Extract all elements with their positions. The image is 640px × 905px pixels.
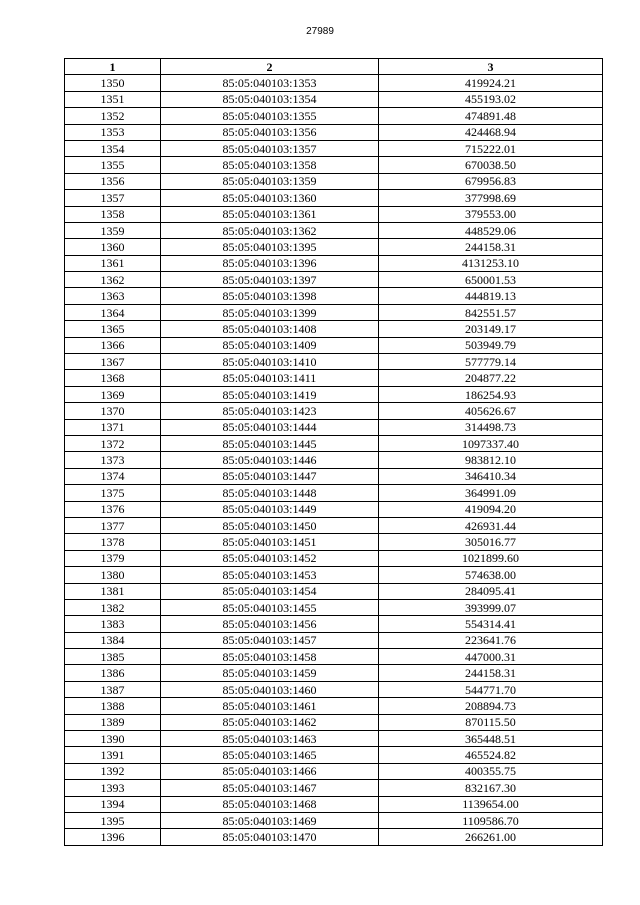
table-row: [65, 304, 603, 320]
data-table: [64, 58, 603, 846]
table-row: [65, 567, 603, 583]
row-number-cell: 1369: [65, 386, 161, 402]
row-number-cell: 1359: [65, 222, 161, 238]
row-number-cell: 1378: [65, 534, 161, 550]
value-cell: 203149.17: [379, 321, 603, 337]
table-row: [65, 534, 603, 550]
value-cell: 364991.09: [379, 485, 603, 501]
row-number-cell: 1379: [65, 550, 161, 566]
row-number-cell: 1368: [65, 370, 161, 386]
table-row: [65, 321, 603, 337]
value-cell: 715222.01: [379, 140, 603, 156]
value-cell: 314498.73: [379, 419, 603, 435]
row-number-cell: 1391: [65, 747, 161, 763]
value-cell: 870115.50: [379, 714, 603, 730]
row-number-cell: 1351: [65, 91, 161, 107]
column-header: 2: [161, 59, 379, 75]
cadastral-number-cell: 85:05:040103:1362: [161, 222, 379, 238]
table-row: [65, 91, 603, 107]
row-number-cell: 1390: [65, 731, 161, 747]
row-number-cell: 1360: [65, 239, 161, 255]
cadastral-number-cell: 85:05:040103:1361: [161, 206, 379, 222]
cadastral-number-cell: 85:05:040103:1447: [161, 468, 379, 484]
row-number-cell: 1366: [65, 337, 161, 353]
table-row: [65, 452, 603, 468]
row-number-cell: 1374: [65, 468, 161, 484]
cadastral-number-cell: 85:05:040103:1395: [161, 239, 379, 255]
row-number-cell: 1350: [65, 75, 161, 91]
value-cell: 679956.83: [379, 173, 603, 189]
cadastral-number-cell: 85:05:040103:1465: [161, 747, 379, 763]
cadastral-number-cell: 85:05:040103:1459: [161, 665, 379, 681]
table-body: [65, 75, 603, 845]
row-number-cell: 1394: [65, 796, 161, 812]
table-row: [65, 665, 603, 681]
value-cell: 1139654.00: [379, 796, 603, 812]
cadastral-number-cell: 85:05:040103:1458: [161, 649, 379, 665]
value-cell: 842551.57: [379, 304, 603, 320]
value-cell: 266261.00: [379, 829, 603, 845]
cadastral-number-cell: 85:05:040103:1467: [161, 780, 379, 796]
cadastral-number-cell: 85:05:040103:1398: [161, 288, 379, 304]
value-cell: 305016.77: [379, 534, 603, 550]
value-cell: 444819.13: [379, 288, 603, 304]
table-row: [65, 632, 603, 648]
table-row: [65, 616, 603, 632]
table-row: [65, 222, 603, 238]
cadastral-number-cell: 85:05:040103:1358: [161, 157, 379, 173]
column-header: 3: [379, 59, 603, 75]
cadastral-number-cell: 85:05:040103:1353: [161, 75, 379, 91]
cadastral-number-cell: 85:05:040103:1452: [161, 550, 379, 566]
cadastral-number-cell: 85:05:040103:1444: [161, 419, 379, 435]
cadastral-number-cell: 85:05:040103:1397: [161, 272, 379, 288]
table-row: [65, 517, 603, 533]
row-number-cell: 1364: [65, 304, 161, 320]
table-row: [65, 796, 603, 812]
cadastral-number-cell: 85:05:040103:1360: [161, 190, 379, 206]
cadastral-number-cell: 85:05:040103:1355: [161, 108, 379, 124]
table-row: [65, 501, 603, 517]
row-number-cell: 1371: [65, 419, 161, 435]
table-row: [65, 239, 603, 255]
cadastral-number-cell: 85:05:040103:1411: [161, 370, 379, 386]
table-row: [65, 124, 603, 140]
value-cell: 365448.51: [379, 731, 603, 747]
value-cell: 244158.31: [379, 239, 603, 255]
cadastral-number-cell: 85:05:040103:1445: [161, 435, 379, 451]
value-cell: 419924.21: [379, 75, 603, 91]
column-header: 1: [65, 59, 161, 75]
table-row: [65, 354, 603, 370]
table-row: [65, 829, 603, 845]
value-cell: 650001.53: [379, 272, 603, 288]
cadastral-number-cell: 85:05:040103:1470: [161, 829, 379, 845]
row-number-cell: 1362: [65, 272, 161, 288]
value-cell: 400355.75: [379, 763, 603, 779]
cadastral-number-cell: 85:05:040103:1423: [161, 403, 379, 419]
row-number-cell: 1375: [65, 485, 161, 501]
table-row: [65, 583, 603, 599]
row-number-cell: 1380: [65, 567, 161, 583]
table-row: [65, 108, 603, 124]
row-number-cell: 1363: [65, 288, 161, 304]
table-row: [65, 435, 603, 451]
cadastral-number-cell: 85:05:040103:1463: [161, 731, 379, 747]
row-number-cell: 1383: [65, 616, 161, 632]
value-cell: 1109586.70: [379, 812, 603, 828]
value-cell: 983812.10: [379, 452, 603, 468]
row-number-cell: 1372: [65, 435, 161, 451]
value-cell: 574638.00: [379, 567, 603, 583]
row-number-cell: 1361: [65, 255, 161, 271]
row-number-cell: 1389: [65, 714, 161, 730]
value-cell: 1021899.60: [379, 550, 603, 566]
value-cell: 832167.30: [379, 780, 603, 796]
table-row: [65, 403, 603, 419]
value-cell: 284095.41: [379, 583, 603, 599]
cadastral-number-cell: 85:05:040103:1456: [161, 616, 379, 632]
value-cell: 426931.44: [379, 517, 603, 533]
table-row: [65, 731, 603, 747]
value-cell: 554314.41: [379, 616, 603, 632]
value-cell: 346410.34: [379, 468, 603, 484]
cadastral-number-cell: 85:05:040103:1396: [161, 255, 379, 271]
table-row: [65, 747, 603, 763]
value-cell: 465524.82: [379, 747, 603, 763]
row-number-cell: 1354: [65, 140, 161, 156]
value-cell: 419094.20: [379, 501, 603, 517]
row-number-cell: 1392: [65, 763, 161, 779]
table-row: [65, 190, 603, 206]
cadastral-number-cell: 85:05:040103:1461: [161, 698, 379, 714]
value-cell: 447000.31: [379, 649, 603, 665]
cadastral-number-cell: 85:05:040103:1419: [161, 386, 379, 402]
cadastral-number-cell: 85:05:040103:1457: [161, 632, 379, 648]
table-row: [65, 288, 603, 304]
row-number-cell: 1393: [65, 780, 161, 796]
table-row: [65, 140, 603, 156]
value-cell: 379553.00: [379, 206, 603, 222]
cadastral-number-cell: 85:05:040103:1462: [161, 714, 379, 730]
value-cell: 670038.50: [379, 157, 603, 173]
table-row: [65, 485, 603, 501]
value-cell: 4131253.10: [379, 255, 603, 271]
value-cell: 1097337.40: [379, 435, 603, 451]
table-row: [65, 599, 603, 615]
value-cell: 503949.79: [379, 337, 603, 353]
table-row: [65, 714, 603, 730]
row-number-cell: 1377: [65, 517, 161, 533]
row-number-cell: 1352: [65, 108, 161, 124]
table-row: [65, 386, 603, 402]
page-number: 27989: [306, 26, 334, 37]
value-cell: 244158.31: [379, 665, 603, 681]
cadastral-number-cell: 85:05:040103:1449: [161, 501, 379, 517]
table-row: [65, 255, 603, 271]
row-number-cell: 1376: [65, 501, 161, 517]
cadastral-number-cell: 85:05:040103:1453: [161, 567, 379, 583]
value-cell: 474891.48: [379, 108, 603, 124]
cadastral-number-cell: 85:05:040103:1468: [161, 796, 379, 812]
row-number-cell: 1367: [65, 354, 161, 370]
table-row: [65, 206, 603, 222]
cadastral-number-cell: 85:05:040103:1446: [161, 452, 379, 468]
cadastral-number-cell: 85:05:040103:1359: [161, 173, 379, 189]
value-cell: 448529.06: [379, 222, 603, 238]
row-number-cell: 1370: [65, 403, 161, 419]
row-number-cell: 1387: [65, 681, 161, 697]
row-number-cell: 1358: [65, 206, 161, 222]
value-cell: 544771.70: [379, 681, 603, 697]
row-number-cell: 1373: [65, 452, 161, 468]
cadastral-number-cell: 85:05:040103:1408: [161, 321, 379, 337]
row-number-cell: 1382: [65, 599, 161, 615]
table-row: [65, 812, 603, 828]
table-row: [65, 272, 603, 288]
row-number-cell: 1353: [65, 124, 161, 140]
row-number-cell: 1355: [65, 157, 161, 173]
row-number-cell: 1381: [65, 583, 161, 599]
value-cell: 204877.22: [379, 370, 603, 386]
value-cell: 208894.73: [379, 698, 603, 714]
value-cell: 377998.69: [379, 190, 603, 206]
table-row: [65, 468, 603, 484]
table-row: [65, 780, 603, 796]
cadastral-number-cell: 85:05:040103:1469: [161, 812, 379, 828]
table-row: [65, 337, 603, 353]
cadastral-number-cell: 85:05:040103:1448: [161, 485, 379, 501]
value-cell: 577779.14: [379, 354, 603, 370]
row-number-cell: 1396: [65, 829, 161, 845]
row-number-cell: 1395: [65, 812, 161, 828]
row-number-cell: 1357: [65, 190, 161, 206]
cadastral-number-cell: 85:05:040103:1460: [161, 681, 379, 697]
value-cell: 405626.67: [379, 403, 603, 419]
table-row: [65, 763, 603, 779]
cadastral-number-cell: 85:05:040103:1450: [161, 517, 379, 533]
row-number-cell: 1384: [65, 632, 161, 648]
value-cell: 223641.76: [379, 632, 603, 648]
table-row: [65, 75, 603, 91]
table-row: [65, 649, 603, 665]
value-cell: 393999.07: [379, 599, 603, 615]
cadastral-number-cell: 85:05:040103:1454: [161, 583, 379, 599]
cadastral-number-cell: 85:05:040103:1354: [161, 91, 379, 107]
cadastral-number-cell: 85:05:040103:1399: [161, 304, 379, 320]
row-number-cell: 1356: [65, 173, 161, 189]
value-cell: 455193.02: [379, 91, 603, 107]
cadastral-number-cell: 85:05:040103:1451: [161, 534, 379, 550]
row-number-cell: 1365: [65, 321, 161, 337]
cadastral-number-cell: 85:05:040103:1455: [161, 599, 379, 615]
row-number-cell: 1388: [65, 698, 161, 714]
table-header-row: [65, 59, 603, 75]
cadastral-number-cell: 85:05:040103:1410: [161, 354, 379, 370]
row-number-cell: 1386: [65, 665, 161, 681]
row-number-cell: 1385: [65, 649, 161, 665]
cadastral-number-cell: 85:05:040103:1409: [161, 337, 379, 353]
table-row: [65, 157, 603, 173]
table-row: [65, 550, 603, 566]
table-row: [65, 173, 603, 189]
table-row: [65, 698, 603, 714]
cadastral-number-cell: 85:05:040103:1357: [161, 140, 379, 156]
table-row: [65, 370, 603, 386]
value-cell: 186254.93: [379, 386, 603, 402]
cadastral-number-cell: 85:05:040103:1466: [161, 763, 379, 779]
table-row: [65, 681, 603, 697]
table-row: [65, 419, 603, 435]
value-cell: 424468.94: [379, 124, 603, 140]
cadastral-number-cell: 85:05:040103:1356: [161, 124, 379, 140]
